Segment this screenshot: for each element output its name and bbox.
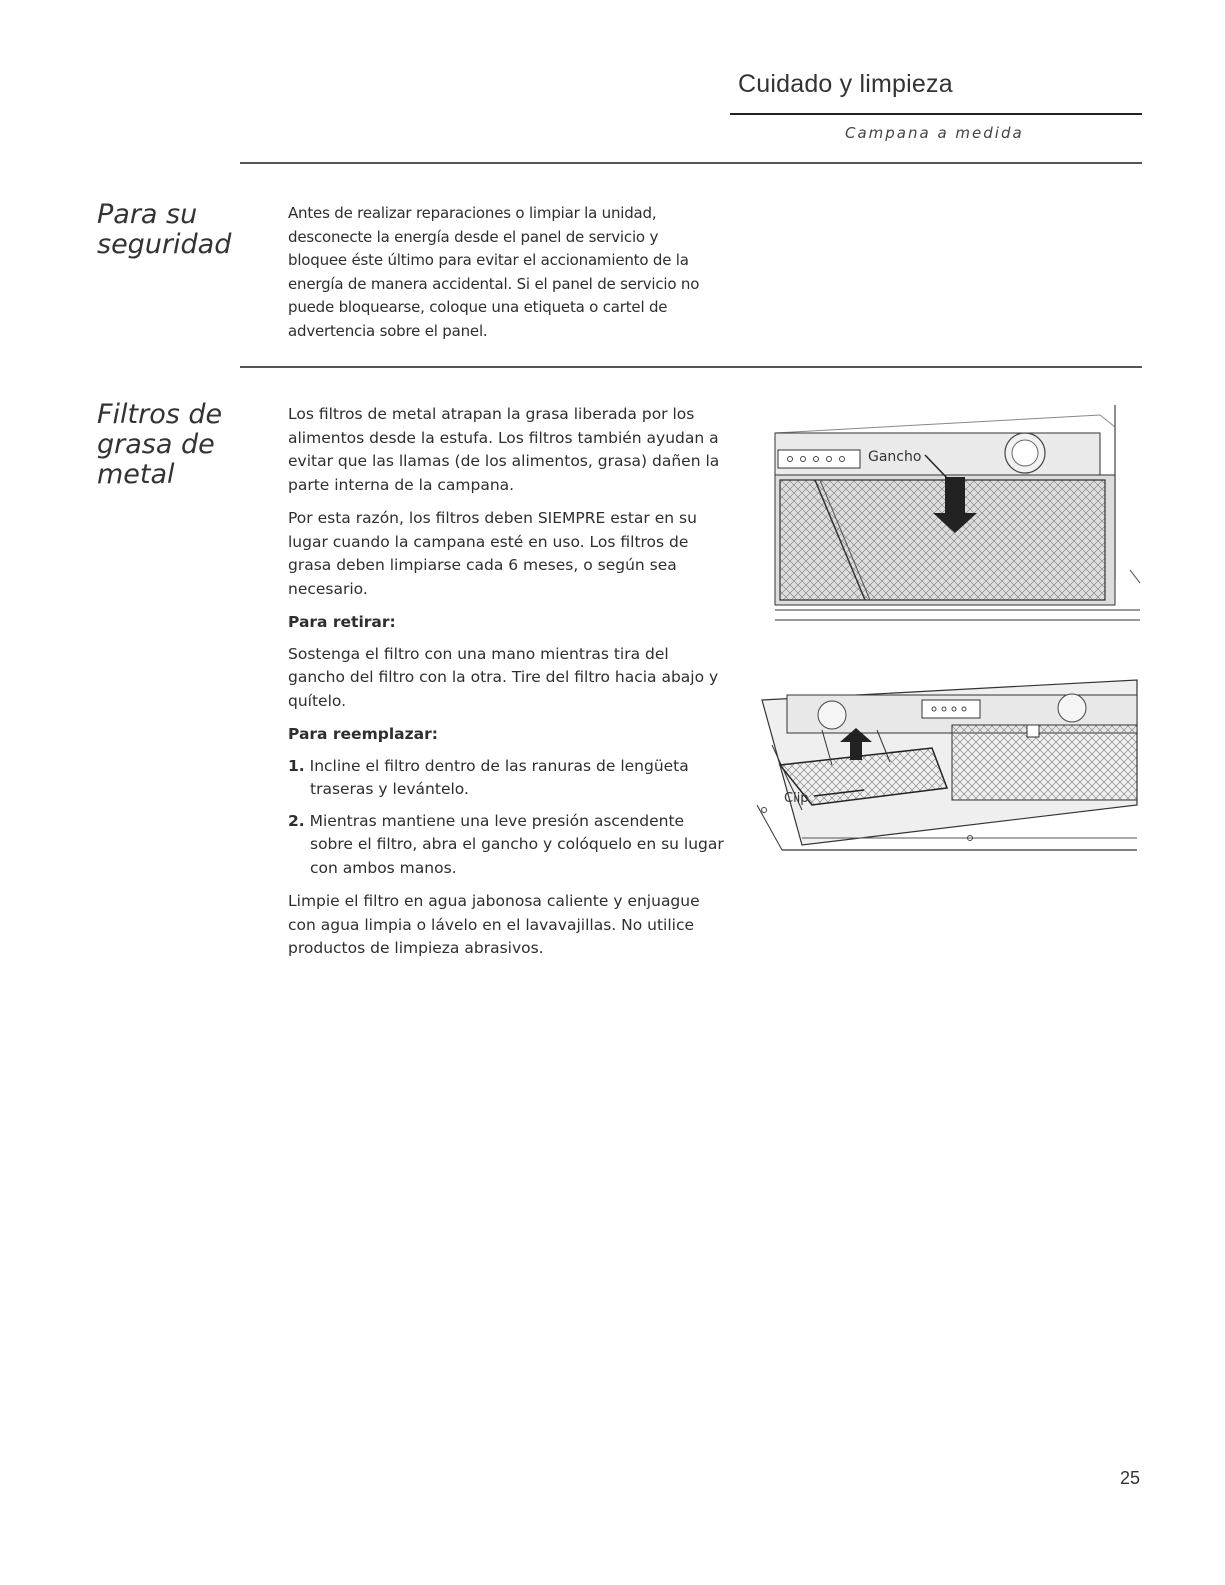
step-number: 1. [288, 756, 305, 775]
filters-heading-line2: grasa de [97, 429, 215, 460]
page-title: Cuidado y limpieza [738, 70, 953, 98]
filter-replacement-illustration [752, 670, 1144, 865]
replace-step-1 [288, 755, 728, 802]
step-text: Incline el filtro dentro de las ranuras de lengüeta traseras y levántelo. [309, 756, 689, 798]
safety-heading [97, 200, 231, 260]
clip-label: Clip [784, 791, 809, 806]
section-divider-top [240, 162, 1142, 164]
filters-para-1: Los filtros de metal atrapan la grasa liberada por los alimentos desde la estufa. Los filtros también ayudan a evitar que las llamas (de los alimentos, grasa) dañen la parte interna de la campana. [288, 405, 720, 494]
replace-step-2 [288, 810, 728, 881]
replace-steps [288, 755, 728, 881]
safety-text: Antes de realizar reparaciones o limpiar la unidad, desconecte la energía desde el panel de servicio y bloquee éste último para evitar el accionamiento de la energía de manera accidental. Si el panel de servicio no puede bloquearse, coloque una etiqueta o cartel de advertencia sobre el panel. [288, 204, 700, 340]
filters-heading [97, 400, 222, 490]
clean-text: Limpie el filtro en agua jabonosa caliente y enjuague con agua limpia o lávelo en el lavavajillas. No utilice productos de limpieza abrasivos. [288, 892, 700, 957]
filters-para-2: Por esta razón, los filtros deben SIEMPRE estar en su lugar cuando la campana esté en uso. Los filtros de grasa deben limpiarse cada 6 meses, o según sea necesario. [288, 509, 697, 598]
page-number: 25 [1120, 1468, 1141, 1488]
filters-body [288, 403, 728, 971]
replace-heading: Para reemplazar: [288, 725, 438, 743]
step-text: Mientras mantiene una leve presión ascendente sobre el filtro, abra el gancho y colóquelo en su lugar con ambos manos. [309, 811, 724, 877]
safety-heading-line1: Para su [97, 199, 198, 230]
safety-heading-line2: seguridad [97, 229, 232, 260]
remove-heading: Para retirar: [288, 613, 396, 631]
title-divider [730, 113, 1142, 115]
page-subtitle: Campana a medida [845, 124, 1024, 142]
filters-heading-line3: metal [97, 459, 175, 490]
filter-removal-illustration [770, 405, 1148, 635]
step-number: 2. [288, 811, 305, 830]
remove-text: Sostenga el filtro con una mano mientras tira del gancho del filtro con la otra. Tire del filtro hacia abajo y quítelo. [288, 644, 719, 710]
hook-label: Gancho [868, 449, 922, 465]
section-divider-middle [240, 366, 1142, 368]
filters-heading-line1: Filtros de [97, 399, 223, 430]
